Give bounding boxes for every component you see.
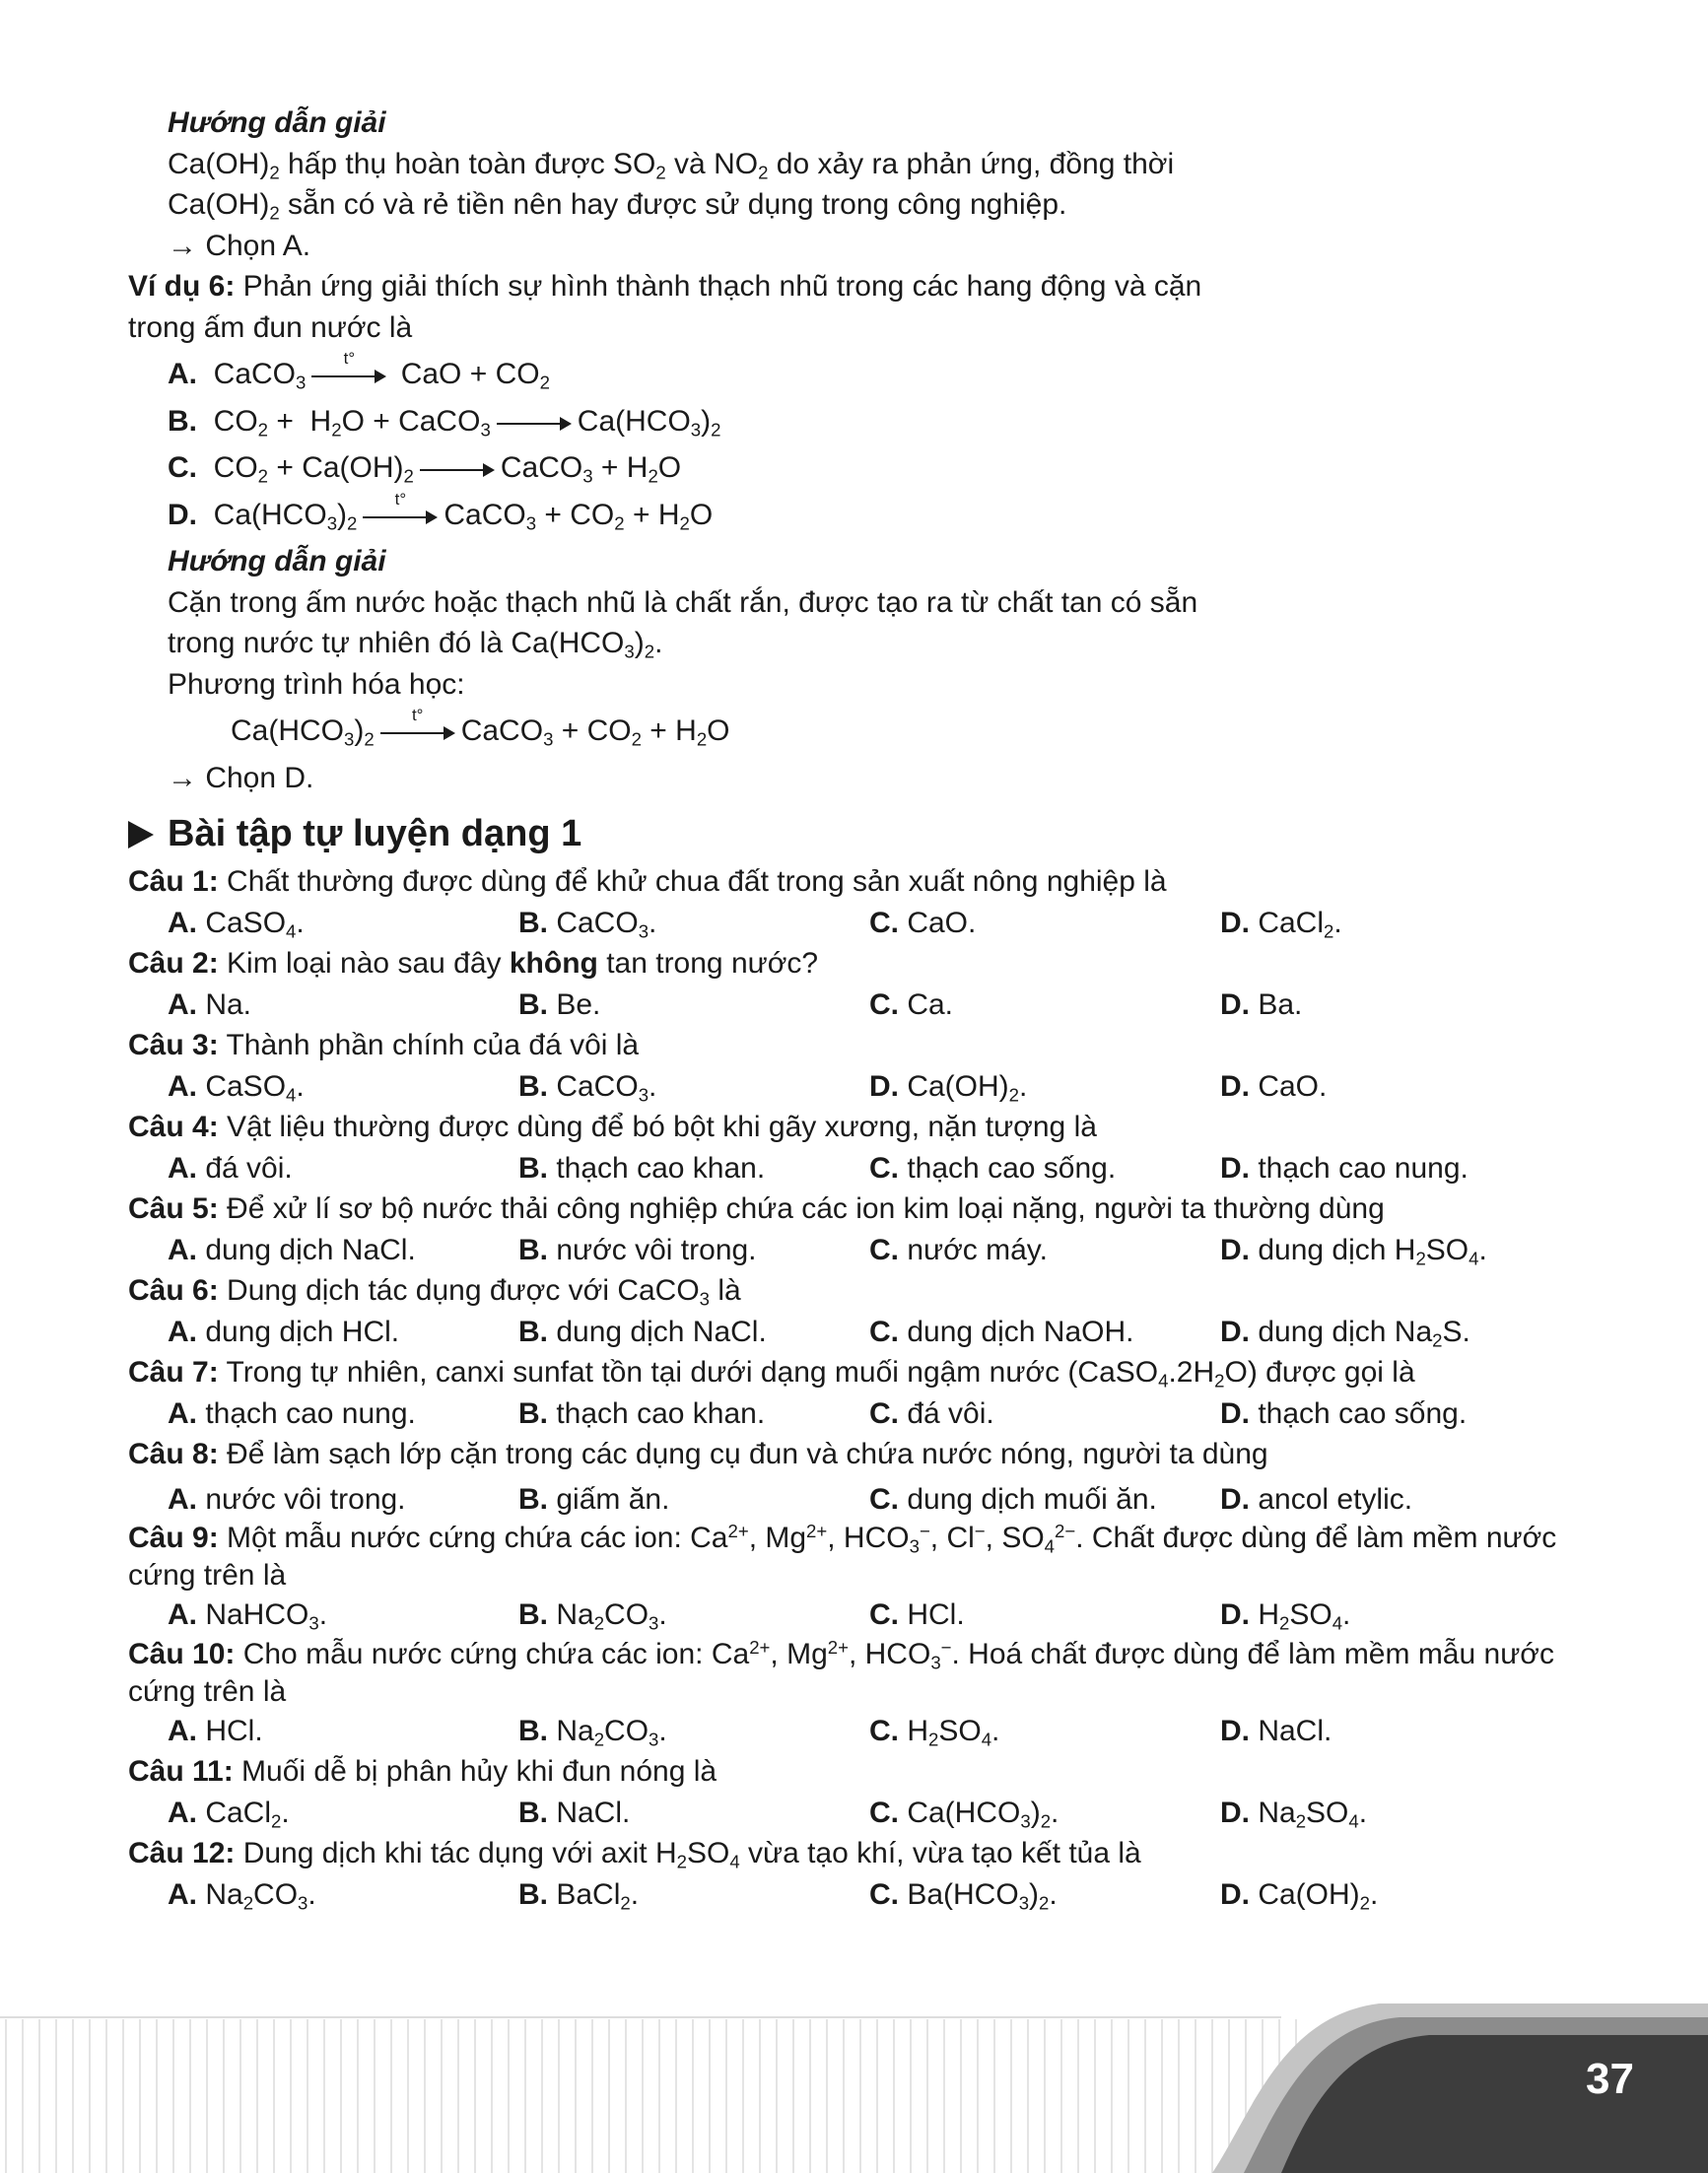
option-d: D. dung dịch $Na_2S$. — [1220, 1315, 1470, 1351]
option-c: D. $Ca(OH)_2$. — [869, 1069, 1028, 1106]
solution-2-line-1: Cặn trong ấm nước hoặc thạch nhũ là chất rắn, được tạo ra từ chất tan có sẵn — [168, 585, 1198, 619]
solution-1-line-2: $Ca(OH)_2$ sẵn có và rẻ tiền nên hay được sử dụng trong công nghiệp. — [168, 188, 1067, 224]
option-c: C. thạch cao sống. — [869, 1151, 1117, 1185]
question-10-line-2: cứng trên là — [128, 1674, 287, 1708]
option-a: A. nước vôi trong. — [168, 1482, 406, 1516]
option-b: B. thạch cao khan. — [518, 1151, 766, 1185]
option-b: B. CaCO$_3$. — [518, 1069, 657, 1106]
solution-2-line-2: trong nước tự nhiên đó là $Ca(HCO_3)_2$. — [168, 627, 663, 662]
question-8-options — [128, 1479, 1597, 1521]
option-c: C. $Ca(HCO_3)_2$. — [869, 1796, 1059, 1832]
question-1: Câu 1: Chất thường được dùng để khử chua đất trong sản xuất nông nghiệp là — [128, 865, 1167, 898]
question-9-line-2: cứng trên là — [128, 1559, 287, 1592]
question-9-options — [128, 1595, 1597, 1636]
question-2-options — [128, 985, 1597, 1026]
option-a: A. CaCl$_2$. — [168, 1796, 290, 1832]
question-10-options — [128, 1711, 1597, 1752]
option-a: A. dung dịch NaCl. — [168, 1233, 416, 1266]
option-b: B. $Na_2CO_3$. — [518, 1598, 667, 1634]
question-12: Câu 12: Dung dịch khi tác dụng với axit $H_2SO_4$ vừa tạo khí, vừa tạo kết tủa là — [128, 1837, 1141, 1872]
question-3: Câu 3: Thành phần chính của đá vôi là — [128, 1029, 640, 1061]
triangle-bullet-icon — [128, 821, 154, 849]
option-c: C. đá vôi. — [869, 1396, 994, 1430]
section-title: Bài tập tự luyện dạng 1 — [128, 808, 1597, 859]
option-c: C. Ca. — [869, 987, 954, 1021]
question-12-options — [128, 1874, 1597, 1916]
example-6-option-c: C. $CO_2 + Ca(OH)_2$ CaCO$_3$ + $H_2O$ — [168, 451, 682, 487]
reaction-arrow-icon: t° — [380, 720, 455, 744]
reaction-arrow-icon — [497, 411, 572, 435]
option-a: A. HCl. — [168, 1714, 263, 1747]
option-b: B. nước vôi trong. — [518, 1233, 757, 1266]
page-content — [128, 102, 1597, 1915]
option-b: B. $Na_2CO_3$. — [518, 1714, 667, 1750]
reaction-arrow-icon: t° — [363, 505, 438, 528]
option-d: D. thạch cao sống. — [1220, 1396, 1468, 1430]
question-8: Câu 8: Để làm sạch lớp cặn trong các dụng cụ đun và chứa nước nóng, người ta dùng — [128, 1438, 1268, 1470]
question-7-options — [128, 1393, 1597, 1435]
question-4-options — [128, 1148, 1597, 1189]
option-c: C. HCl. — [869, 1598, 965, 1631]
option-a: A. đá vôi. — [168, 1151, 293, 1185]
option-a: A. CaSO$_4$. — [168, 1069, 305, 1106]
option-d: D. Ba. — [1220, 987, 1303, 1021]
question-10: Câu 10: Cho mẫu nước cứng chứa các ion: $Ca^{2+}$, $Mg^{2+}$, $HCO_3^-$. Hoá chất được dùng để làm mềm mẫu nước — [128, 1636, 1554, 1673]
question-6-options — [128, 1312, 1597, 1353]
solution-2-equation: $Ca(HCO_3)_2$ t° CaCO$_3$ + $CO_2 + H_2O$ — [231, 706, 730, 750]
example-6-option-d: D. $Ca(HCO_3)_2$ t° CaCO$_3$ + $CO_2 + H_2O$ — [168, 489, 714, 534]
option-c: C. nước máy. — [869, 1233, 1048, 1266]
example-6-option-a: A. CaCO$_3$ t° CaO + $CO_2$ — [168, 349, 550, 393]
option-b: B. thạch cao khan. — [518, 1396, 766, 1430]
question-5-options — [128, 1230, 1597, 1271]
example-6-text-2: trong ấm đun nước là — [128, 310, 413, 344]
question-11: Câu 11: Muối dễ bị phân hủy khi đun nóng là — [128, 1755, 717, 1788]
reaction-arrow-icon: t° — [311, 364, 386, 387]
question-5: Câu 5: Để xử lí sơ bộ nước thải công nghiệp chứa các ion kim loại nặng, người ta thường dùng — [128, 1192, 1385, 1225]
reaction-arrow-icon — [420, 457, 495, 481]
option-d: D. CaO. — [1220, 1069, 1328, 1103]
option-b: B. NaCl. — [518, 1796, 631, 1829]
option-d: D. $Ca(OH)_2$. — [1220, 1877, 1379, 1914]
option-a: A. Na. — [168, 987, 252, 1021]
option-a: A. NaHCO$_3$. — [168, 1598, 328, 1634]
option-b: B. dung dịch NaCl. — [518, 1315, 767, 1348]
option-c: C. CaO. — [869, 906, 977, 939]
option-b: B. CaCO$_3$. — [518, 906, 657, 942]
question-6: Câu 6: Dung dịch tác dụng được với CaCO$_3$ là — [128, 1274, 741, 1310]
option-c: C. dung dịch muối ăn. — [869, 1482, 1157, 1516]
option-a: A. CaSO$_4$. — [168, 906, 305, 942]
option-d: D. CaCl$_2$. — [1220, 906, 1342, 942]
option-c: C. dung dịch NaOH. — [869, 1315, 1134, 1348]
option-a: A. $Na_2CO_3$. — [168, 1877, 316, 1914]
option-d: D. $Na_2SO_4$. — [1220, 1796, 1368, 1832]
question-4: Câu 4: Vật liệu thường được dùng để bó bột khi gãy xương, nặn tượng là — [128, 1111, 1097, 1143]
question-9: Câu 9: Một mẫu nước cứng chứa các ion: $Ca^{2+}$, $Mg^{2+}$, $HCO_3^-$, Cl−, $SO_4^{2-}$. Chất được dùng để làm mềm nước — [128, 1520, 1557, 1557]
question-1-options — [128, 903, 1597, 944]
solution-2-line-3: Phương trình hóa học: — [168, 667, 465, 701]
option-b: B. giấm ăn. — [518, 1482, 670, 1516]
solution-heading-2: Hướng dẫn giải — [168, 545, 386, 577]
option-a: A. thạch cao nung. — [168, 1396, 416, 1430]
question-2: Câu 2: Kim loại nào sau đây không tan trong nước? — [128, 947, 819, 980]
solution-heading-1: Hướng dẫn giải — [168, 106, 386, 139]
option-a: A. dung dịch HCl. — [168, 1315, 400, 1348]
option-c: C. $H_2SO_4$. — [869, 1714, 1000, 1750]
solution-1-answer: → Chọn A. — [168, 229, 311, 262]
solution-1-line-1: $Ca(OH)_2$ hấp thụ hoàn toàn được $SO_2$ và $NO_2$ do xảy ra phản ứng, đồng thời — [168, 147, 1175, 183]
option-d: D. $H_2SO_4$. — [1220, 1598, 1351, 1634]
solution-2-answer: → Chọn D. — [168, 761, 314, 794]
page-number: 37 — [1586, 2055, 1634, 2103]
footer-decoration — [0, 1996, 1708, 2173]
option-b: B. BaCl$_2$. — [518, 1877, 640, 1914]
question-3-options — [128, 1066, 1597, 1108]
option-d: D. NaCl. — [1220, 1714, 1332, 1747]
example-6-text-1: Ví dụ 6: Phản ứng giải thích sự hình thành thạch nhũ trong các hang động và cặn — [128, 270, 1202, 303]
option-b: B. Be. — [518, 987, 601, 1021]
question-11-options — [128, 1793, 1597, 1834]
option-d: D. thạch cao nung. — [1220, 1151, 1469, 1185]
option-d: D. ancol etylic. — [1220, 1482, 1413, 1516]
question-7: Câu 7: Trong tự nhiên, canxi sunfat tồn tại dưới dạng muối ngậm nước $(CaSO_4.2H_2O)$ được gọi là — [128, 1356, 1415, 1392]
option-d: D. dung dịch $H_2SO_4$. — [1220, 1233, 1487, 1269]
option-c: C. $Ba(HCO_3)_2$. — [869, 1877, 1058, 1914]
example-6-option-b: B. $CO_2 + H_2O$ + CaCO$_3$ $Ca(HCO_3)_2$ — [168, 404, 721, 441]
